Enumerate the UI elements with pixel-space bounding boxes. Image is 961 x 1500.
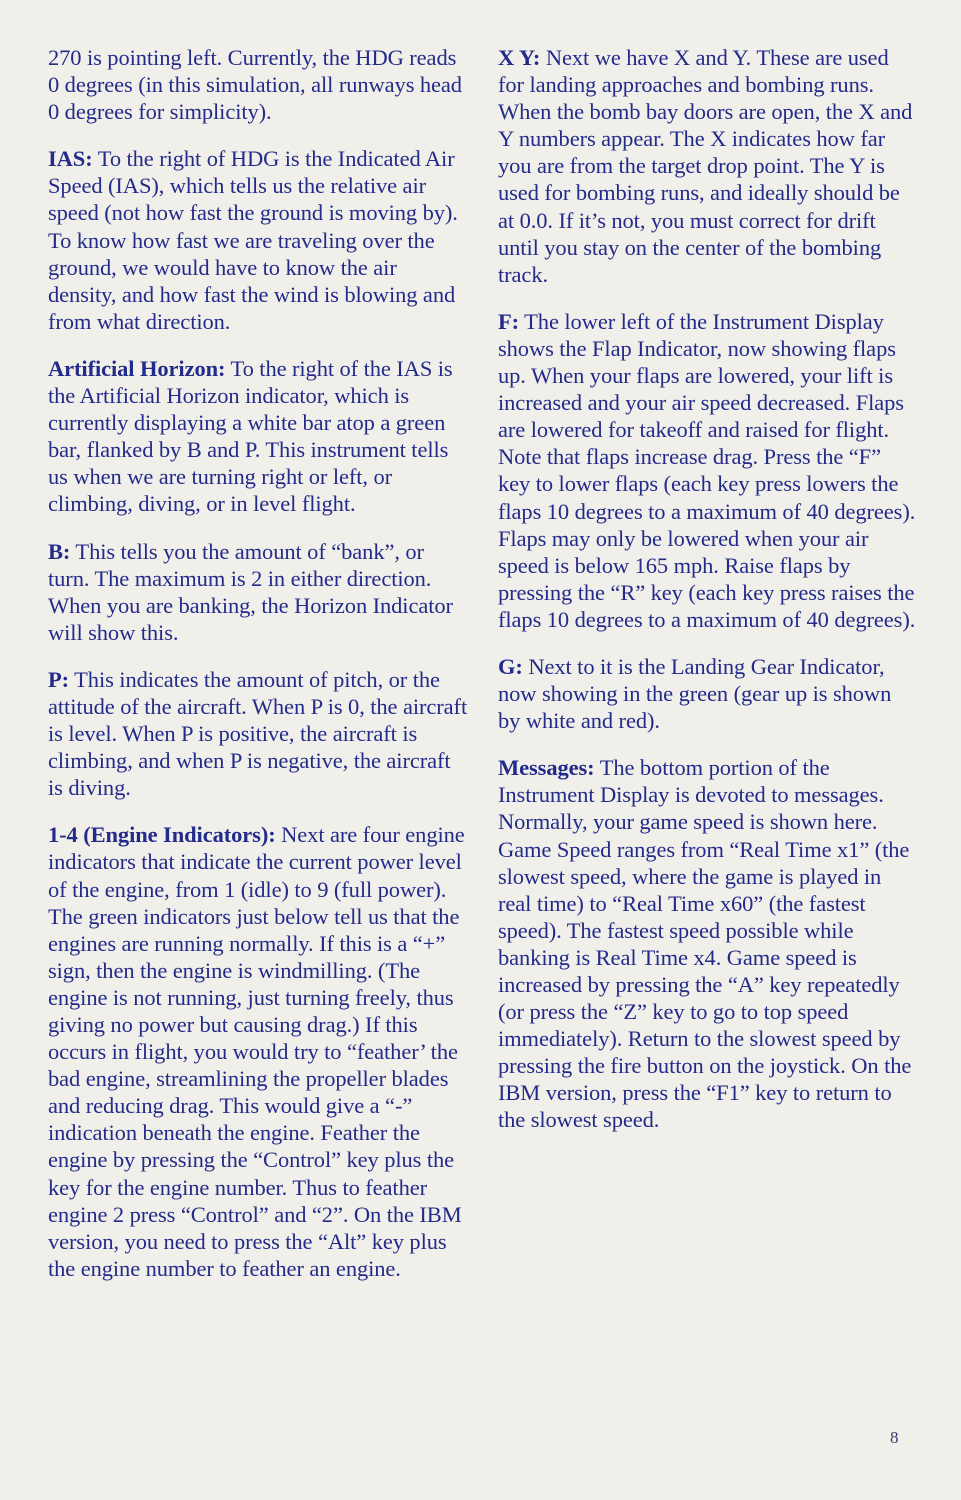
paragraph-artificial-horizon <box>48 355 468 518</box>
paragraph-text: This tells you the amount of “bank”, or turn. The maximum is 2 in either direction. When you are banking, the Horizon Indicator will show this. <box>48 538 453 645</box>
paragraph-ias <box>48 145 468 335</box>
paragraph-xy <box>498 44 916 288</box>
left-column <box>48 44 468 1302</box>
paragraph-text: 270 is pointing left. Currently, the HDG reads 0 degrees (in this simulation, all runways head 0 degrees for simplicity). <box>48 45 462 125</box>
paragraph-hdg-continued <box>48 44 468 125</box>
paragraph-heading: Artificial Horizon: <box>48 355 226 381</box>
paragraph-text: The lower left of the Instrument Display shows the Flap Indicator, now showing flaps up. When your flaps are lowered, your lift is increased and your air speed decreased. Flaps are lowered for takeoff and raised for flight. Note that flaps increase drag. Press the “F” key to lower flaps (each key press lowers the flaps 10 degrees to a maximum of 40 degrees). Flaps may only be lowered when your air speed is below 165 mph. Raise flaps by pressing the “R” key (each key press raises the flaps 10 degrees to a maximum of 40 degrees). <box>498 308 916 632</box>
paragraph-text: Next to it is the Landing Gear Indicator, now showing in the green (gear up is shown by white and red). <box>498 653 892 734</box>
paragraph-heading: IAS: <box>48 146 93 172</box>
paragraph-heading: X Y: <box>498 45 541 70</box>
paragraph-heading: Messages: <box>498 755 595 781</box>
paragraph-heading: G: <box>498 653 523 679</box>
paragraph-landing-gear <box>498 653 916 734</box>
paragraph-heading: B: <box>48 538 71 564</box>
paragraph-flaps <box>498 308 916 633</box>
paragraph-heading: P: <box>48 666 70 692</box>
paragraph-heading: F: <box>498 308 520 334</box>
paragraph-bank <box>48 538 468 646</box>
paragraph-text: To the right of HDG is the Indicated Air Speed (IAS), which tells us the relative air speed (not how fast the ground is moving by). To know how fast we are traveling over the ground, we would have to know the air density, and how fast the wind is blowing and from what direction. <box>48 146 458 334</box>
paragraph-text: Next we have X and Y. These are used for landing approaches and bombing runs. When the bomb bay doors are open, the X and Y numbers appear. The X indicates how far you are from the target drop point. The Y is used for bombing runs, and ideally should be at 0.0. If it’s not, you must correct for drift until you stay on the center of the bombing track. <box>498 45 913 287</box>
paragraph-pitch <box>48 666 468 801</box>
paragraph-text: Next are four engine indicators that indicate the current power level of the engine, from 1 (idle) to 9 (full power). The green indicators just below tell us that the engines are running normally. If this is a “+” sign, then the engine is windmilling. (The engine is not running, just turning freely, thus giving no power but causing drag.) If this occurs in flight, you would try to “feather’ the bad engine, streamlining the propeller blades and reducing drag. This would give a “-” indication beneath the engine. Feather the engine by pressing the “Control” key plus the key for the engine number. Thus to feather engine 2 press “Control” and “2”. On the IBM version, you need to press the “Alt” key plus the engine number to feather an engine. <box>48 822 465 1281</box>
paragraph-engine-indicators <box>48 821 468 1282</box>
paragraph-text: To the right of the IAS is the Artificial Horizon indicator, which is currently displaying a white bar atop a green bar, flanked by B and P. This instrument tells us when we are turning right or left, or climbing, diving, or in level flight. <box>48 355 453 517</box>
paragraph-messages <box>498 754 916 1133</box>
paragraph-text: The bottom portion of the Instrument Display is devoted to messages. Normally, your game speed is shown here. Game Speed ranges from “Real Time x1” (the slowest speed, where the game is played in real time) to “Real Time x60” (the fastest speed). The fastest speed possible while banking is Real Time x4. Game speed is increased by pressing the “A” key repeatedly (or press the “Z” key to go to top speed immediately). Return to the slowest speed by pressing the fire button on the joystick. On the IBM version, press the “F1” key to return to the slowest speed. <box>498 755 912 1133</box>
paragraph-text: This indicates the amount of pitch, or the attitude of the aircraft. When P is 0, the aircraft is level. When P is positive, the aircraft is climbing, and when P is negative, the aircraft is diving. <box>48 666 468 801</box>
paragraph-heading: 1-4 (Engine Indicators): <box>48 822 276 848</box>
page-number: 8 <box>890 1428 899 1447</box>
right-column <box>498 44 916 1154</box>
